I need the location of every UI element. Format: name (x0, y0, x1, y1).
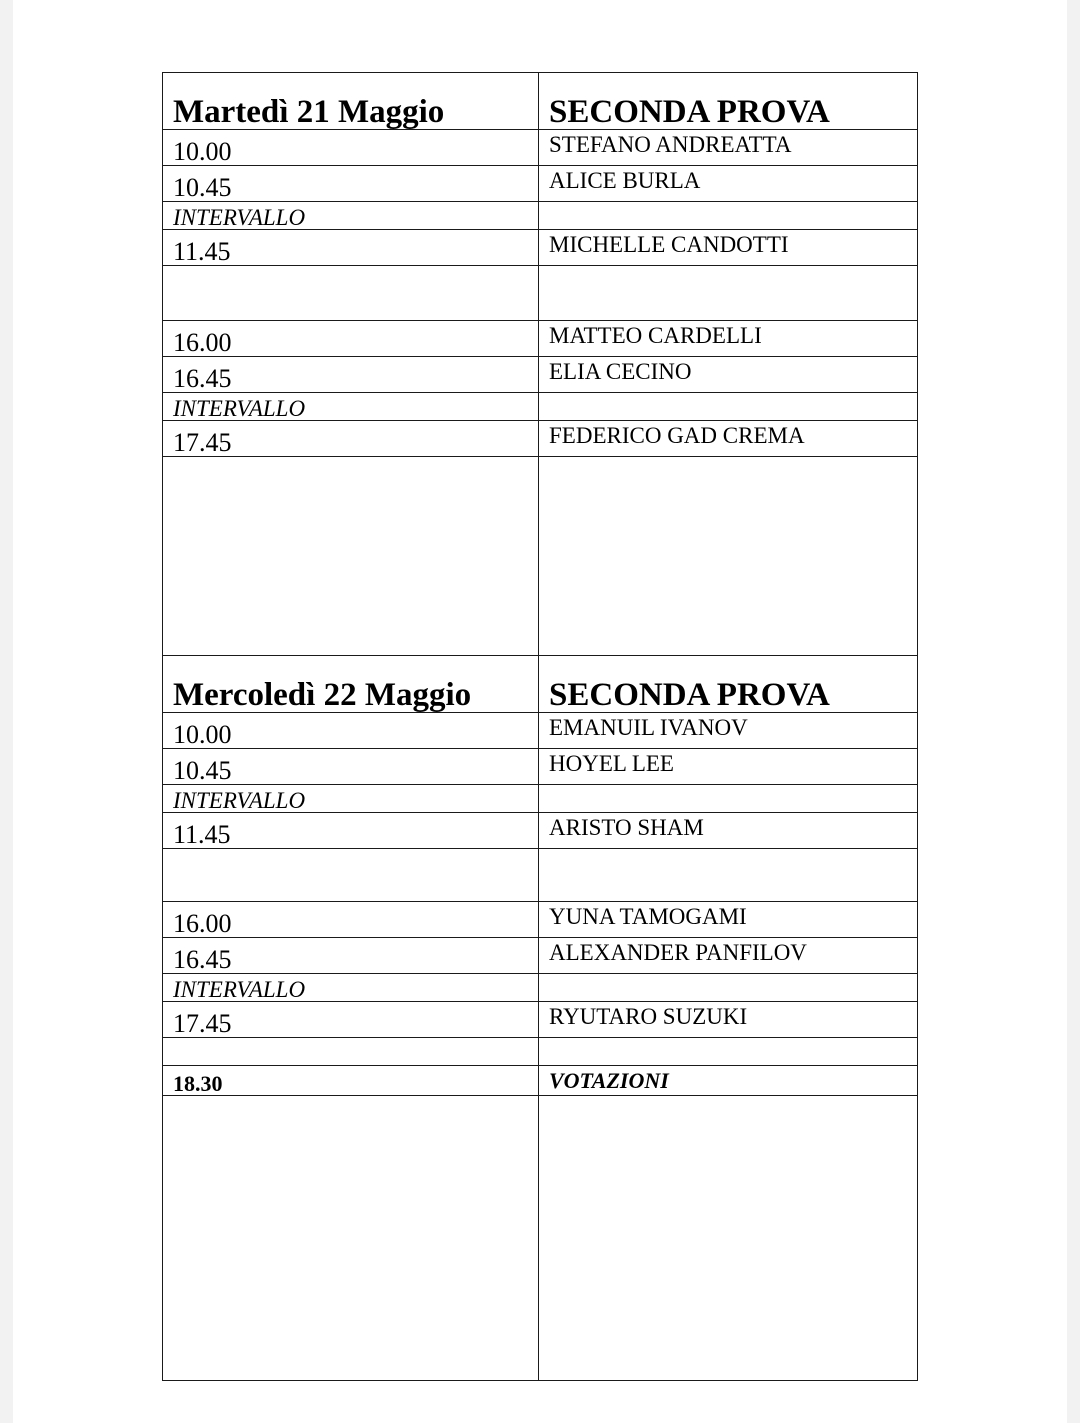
slot-time: 16.00 (163, 902, 539, 938)
break-label: INTERVALLO (163, 974, 539, 1002)
final-row (163, 1066, 918, 1096)
day-title: SECONDA PROVA (539, 656, 918, 713)
day-date: Martedì 21 Maggio (163, 73, 539, 130)
document-page (13, 0, 1067, 1423)
break-row (163, 785, 918, 813)
slot-time: 16.45 (163, 357, 539, 393)
slot-name: FEDERICO GAD CREMA (539, 421, 918, 457)
slot-name (539, 974, 918, 1002)
table-row (163, 357, 918, 393)
day-title: SECONDA PROVA (539, 73, 918, 130)
slot-time: 16.45 (163, 938, 539, 974)
table-row (163, 166, 918, 202)
empty-row (163, 1038, 918, 1066)
table-row (163, 230, 918, 266)
table-row (163, 938, 918, 974)
empty-cell (539, 457, 918, 656)
table-row (163, 902, 918, 938)
slot-time: 11.45 (163, 230, 539, 266)
empty-cell (163, 849, 539, 902)
slot-name: STEFANO ANDREATTA (539, 130, 918, 166)
table-row (163, 1002, 918, 1038)
slot-time: 10.00 (163, 713, 539, 749)
slot-name: YUNA TAMOGAMI (539, 902, 918, 938)
break-label: INTERVALLO (163, 202, 539, 230)
empty-row (163, 849, 918, 902)
slot-time: 17.45 (163, 421, 539, 457)
final-time: 18.30 (163, 1066, 539, 1096)
slot-name: HOYEL LEE (539, 749, 918, 785)
table-row (163, 749, 918, 785)
slot-time: 10.45 (163, 166, 539, 202)
empty-cell (163, 266, 539, 321)
slot-name: MATTEO CARDELLI (539, 321, 918, 357)
slot-name (539, 785, 918, 813)
empty-row (163, 1096, 918, 1381)
slot-time: 10.45 (163, 749, 539, 785)
break-label: INTERVALLO (163, 393, 539, 421)
slot-time: 10.00 (163, 130, 539, 166)
break-row (163, 974, 918, 1002)
slot-name: EMANUIL IVANOV (539, 713, 918, 749)
slot-name: MICHELLE CANDOTTI (539, 230, 918, 266)
empty-cell (539, 1038, 918, 1066)
slot-name (539, 393, 918, 421)
slot-name: ARISTO SHAM (539, 813, 918, 849)
schedule-table (162, 72, 918, 1381)
table-row (163, 813, 918, 849)
table-row (163, 130, 918, 166)
break-label: INTERVALLO (163, 785, 539, 813)
empty-cell (539, 849, 918, 902)
table-row (163, 421, 918, 457)
slot-name (539, 202, 918, 230)
table-row (163, 321, 918, 357)
table-row (163, 713, 918, 749)
empty-row (163, 457, 918, 656)
empty-cell (539, 1096, 918, 1381)
empty-cell (163, 1096, 539, 1381)
slot-time: 16.00 (163, 321, 539, 357)
empty-cell (163, 1038, 539, 1066)
break-row (163, 202, 918, 230)
day-header (163, 73, 918, 130)
break-row (163, 393, 918, 421)
slot-name: RYUTARO SUZUKI (539, 1002, 918, 1038)
final-label: VOTAZIONI (539, 1066, 918, 1096)
slot-time: 11.45 (163, 813, 539, 849)
slot-name: ELIA CECINO (539, 357, 918, 393)
slot-name: ALICE BURLA (539, 166, 918, 202)
day-date: Mercoledì 22 Maggio (163, 656, 539, 713)
empty-cell (163, 457, 539, 656)
empty-cell (539, 266, 918, 321)
slot-name: ALEXANDER PANFILOV (539, 938, 918, 974)
day-header (163, 656, 918, 713)
empty-row (163, 266, 918, 321)
slot-time: 17.45 (163, 1002, 539, 1038)
